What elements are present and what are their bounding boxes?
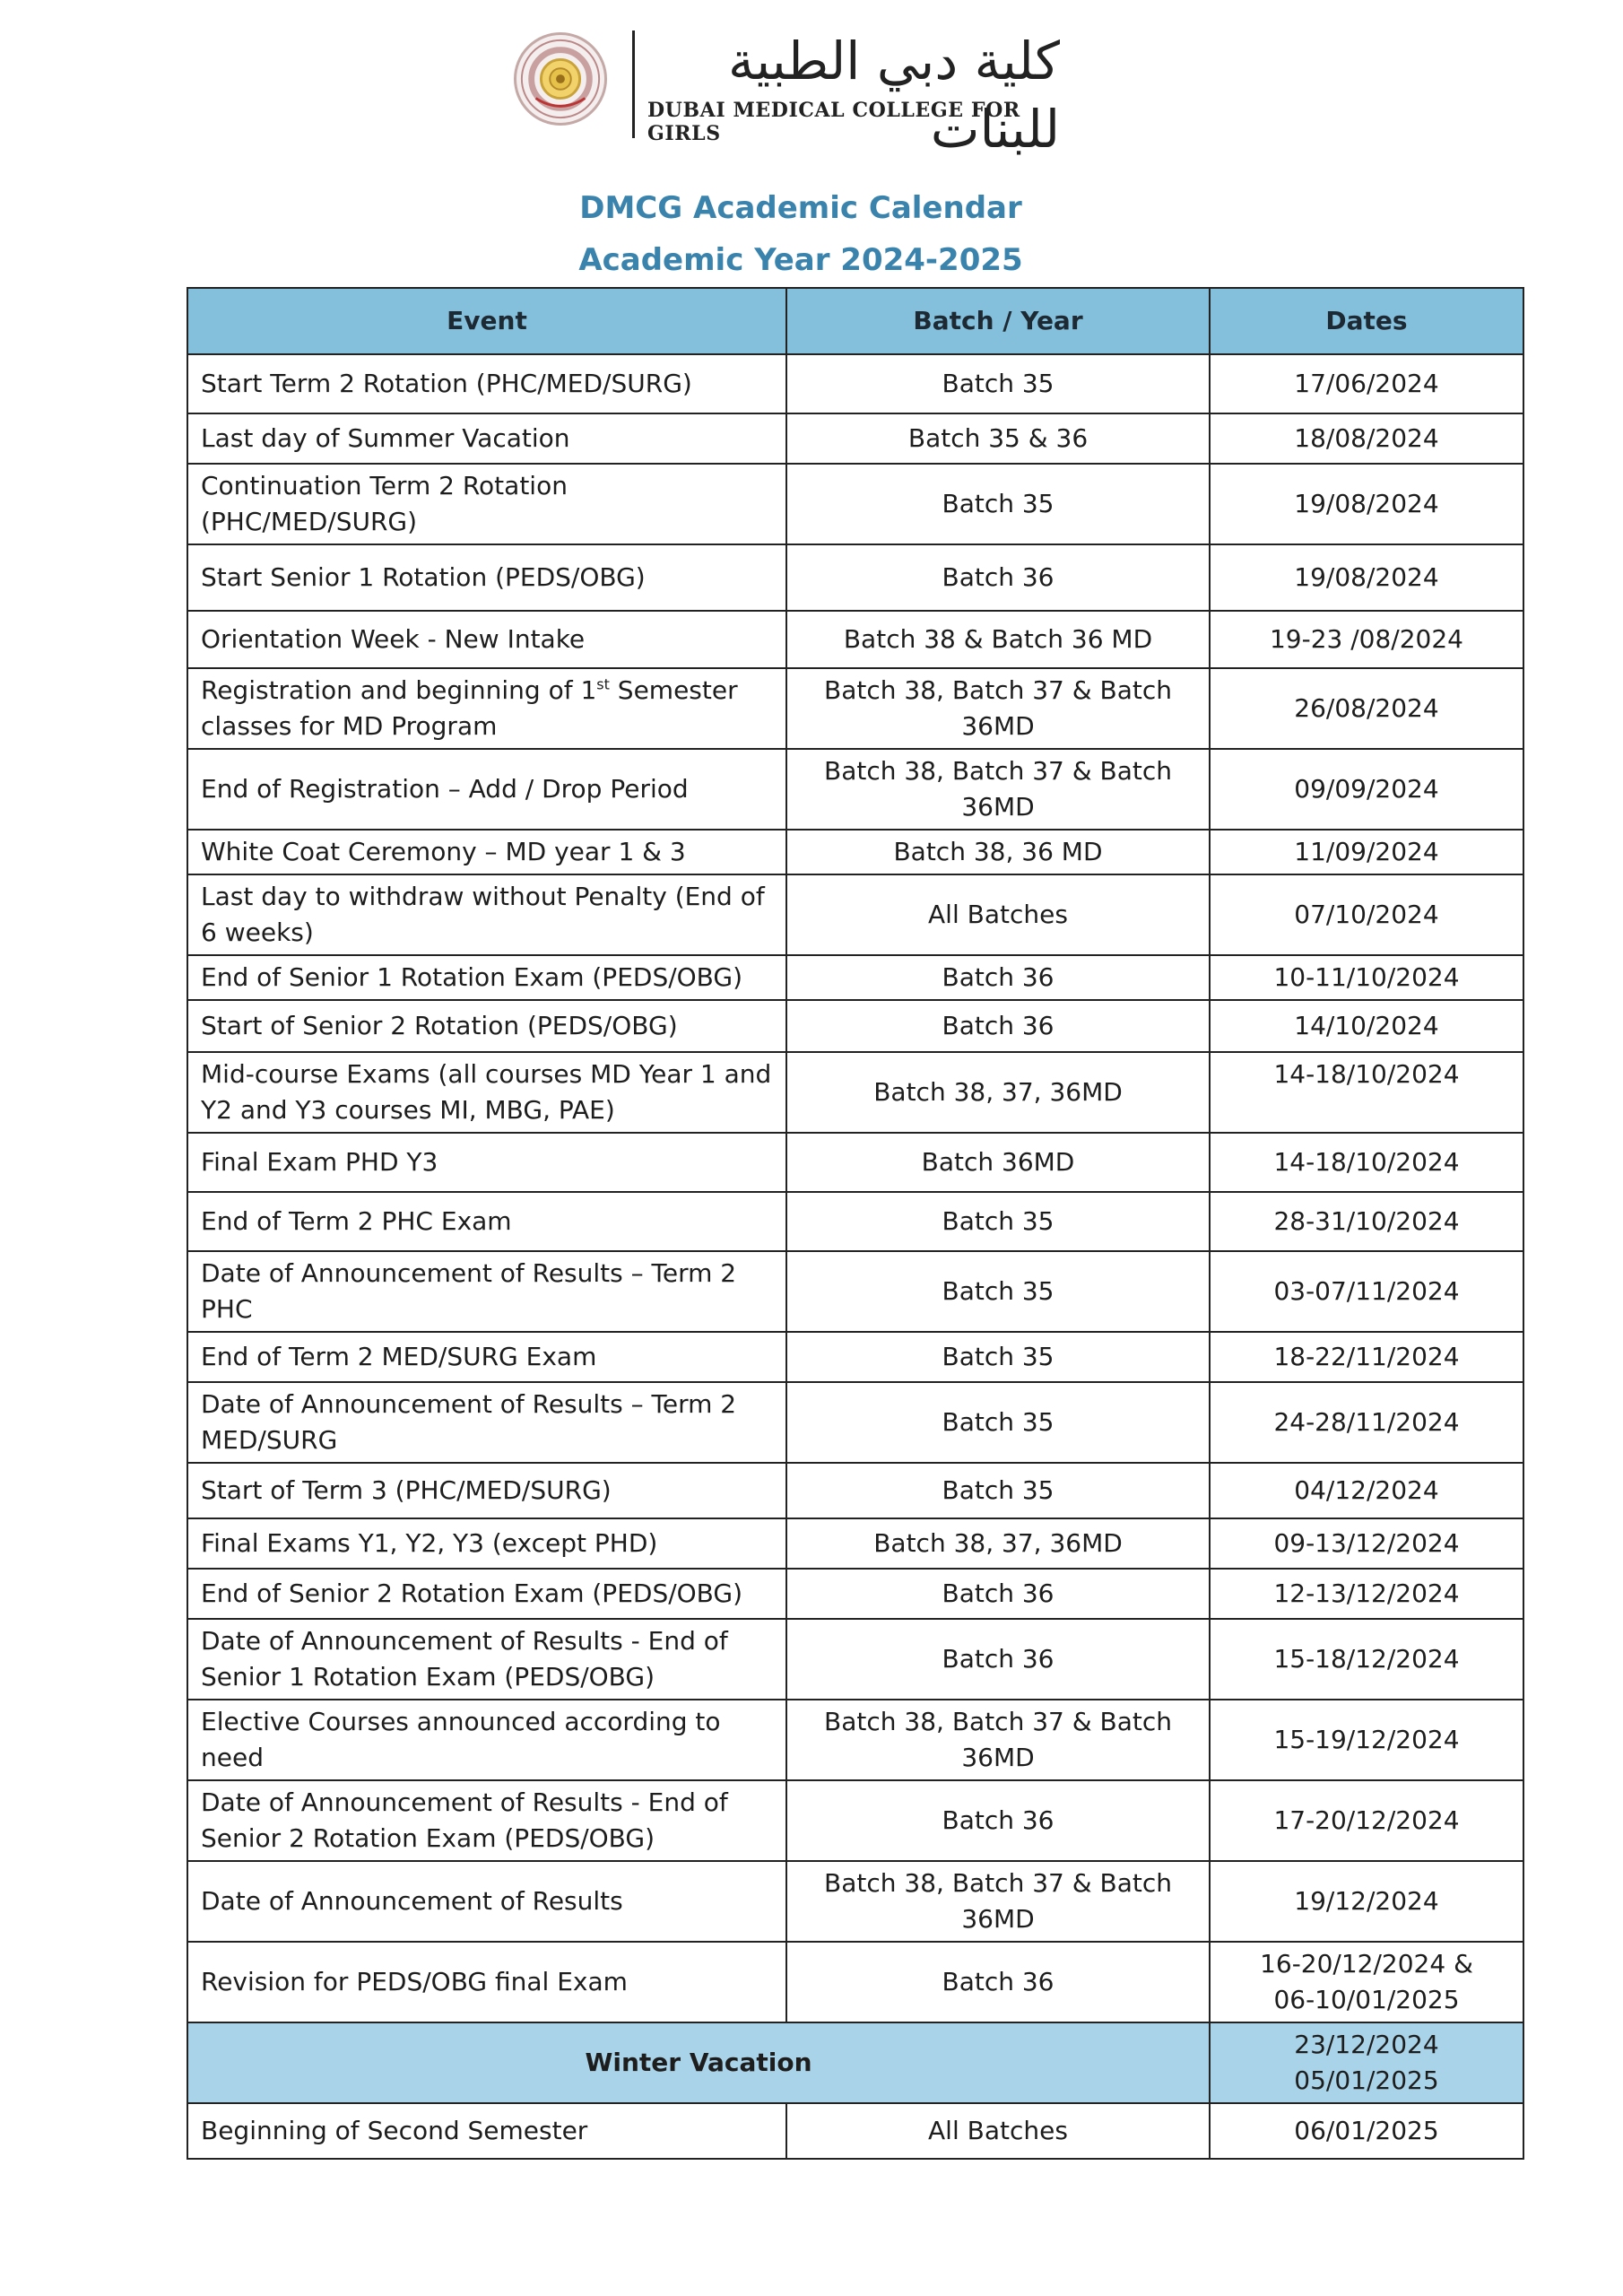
event-text-part: Registration and beginning of 1 <box>201 675 597 705</box>
event-cell: End of Senior 1 Rotation Exam (PEDS/OBG) <box>187 955 786 1000</box>
page-subtitle: Academic Year 2024-2025 <box>578 242 1023 278</box>
batch-cell: All Batches <box>786 2103 1210 2159</box>
dates-cell: 18/08/2024 <box>1210 413 1523 464</box>
batch-cell: Batch 35 <box>786 1192 1210 1251</box>
dates-cell: 24-28/11/2024 <box>1210 1382 1523 1463</box>
batch-cell: Batch 35 <box>786 1251 1210 1332</box>
dates-line: 16-20/12/2024 & <box>1260 1949 1473 1979</box>
batch-cell: Batch 35 <box>786 1463 1210 1518</box>
academic-calendar-table <box>187 287 1524 2160</box>
dates-line: 05/01/2025 <box>1294 2066 1439 2095</box>
event-cell: Date of Announcement of Results - End of Senior 2 Rotation Exam (PEDS/OBG) <box>187 1780 786 1861</box>
dates-cell: 14/10/2024 <box>1210 1000 1523 1052</box>
table-row <box>187 1619 1523 1700</box>
event-cell: End of Term 2 MED/SURG Exam <box>187 1332 786 1382</box>
batch-cell: Batch 36 <box>786 544 1210 611</box>
table-row <box>187 1133 1523 1192</box>
table-row <box>187 1332 1523 1382</box>
event-cell: Final Exam PHD Y3 <box>187 1133 786 1192</box>
dates-cell: 17-20/12/2024 <box>1210 1780 1523 1861</box>
dates-cell: 17/06/2024 <box>1210 354 1523 413</box>
batch-cell: Batch 36 <box>786 1780 1210 1861</box>
batch-cell: Batch 38, Batch 37 & Batch 36MD <box>786 1861 1210 1942</box>
event-cell: Date of Announcement of Results – Term 2 PHC <box>187 1251 786 1332</box>
table-row <box>187 1942 1523 2022</box>
table-row <box>187 464 1523 544</box>
table-row <box>187 1192 1523 1251</box>
dates-cell: 19/12/2024 <box>1210 1861 1523 1942</box>
college-name-arabic: كلية دبي الطبية للبنات <box>727 30 1060 160</box>
batch-cell: Batch 36MD <box>786 1133 1210 1192</box>
column-header-batch: Batch / Year <box>786 288 1210 354</box>
event-cell: Mid-course Exams (all courses MD Year 1 and Y2 and Y3 courses MI, MBG, PAE) <box>187 1052 786 1133</box>
event-cell: Orientation Week - New Intake <box>187 611 786 668</box>
dates-cell: 18-22/11/2024 <box>1210 1332 1523 1382</box>
event-cell: Start Term 2 Rotation (PHC/MED/SURG) <box>187 354 786 413</box>
table-row <box>187 611 1523 668</box>
dates-cell: 19-23 /08/2024 <box>1210 611 1523 668</box>
batch-cell: Batch 38 & Batch 36 MD <box>786 611 1210 668</box>
table-row <box>187 749 1523 830</box>
dates-cell: 06/01/2025 <box>1210 2103 1523 2159</box>
batch-cell: Batch 38, Batch 37 & Batch 36MD <box>786 749 1210 830</box>
batch-cell: Batch 38, Batch 37 & Batch 36MD <box>786 1700 1210 1780</box>
event-cell: End of Registration – Add / Drop Period <box>187 749 786 830</box>
event-cell: End of Senior 2 Rotation Exam (PEDS/OBG) <box>187 1569 786 1619</box>
table-row <box>187 1382 1523 1463</box>
dates-cell: 14-18/10/2024 <box>1210 1133 1523 1192</box>
event-cell: Elective Courses announced according to need <box>187 1700 786 1780</box>
dates-cell: 09-13/12/2024 <box>1210 1518 1523 1569</box>
batch-cell: All Batches <box>786 874 1210 955</box>
dates-cell: 10-11/10/2024 <box>1210 955 1523 1000</box>
dates-cell: 19/08/2024 <box>1210 464 1523 544</box>
dates-cell: 11/09/2024 <box>1210 830 1523 874</box>
event-cell: Last day to withdraw without Penalty (End of 6 weeks) <box>187 874 786 955</box>
table-row <box>187 354 1523 413</box>
batch-cell: Batch 36 <box>786 1569 1210 1619</box>
college-header <box>507 25 1081 160</box>
college-name-english: DUBAI MEDICAL COLLEGE FOR GIRLS <box>647 99 1020 145</box>
dates-cell: 04/12/2024 <box>1210 1463 1523 1518</box>
table-row <box>187 1518 1523 1569</box>
dates-cell: 03-07/11/2024 <box>1210 1251 1523 1332</box>
event-cell: Last day of Summer Vacation <box>187 413 786 464</box>
header-divider <box>632 30 635 138</box>
table-row <box>187 955 1523 1000</box>
batch-cell: Batch 38, Batch 37 & Batch 36MD <box>786 668 1210 749</box>
table-row <box>187 1569 1523 1619</box>
batch-cell: Batch 36 <box>786 955 1210 1000</box>
table-row <box>187 1000 1523 1052</box>
dates-cell: 07/10/2024 <box>1210 874 1523 955</box>
batch-cell: Batch 36 <box>786 1000 1210 1052</box>
table-row <box>187 413 1523 464</box>
dates-cell <box>1210 2022 1523 2103</box>
event-cell: Date of Announcement of Results <box>187 1861 786 1942</box>
table-row <box>187 1861 1523 1942</box>
event-cell: Continuation Term 2 Rotation (PHC/MED/SURG) <box>187 464 786 544</box>
table-row <box>187 1251 1523 1332</box>
table-row <box>187 1780 1523 1861</box>
batch-cell: Batch 38, 36 MD <box>786 830 1210 874</box>
page-title: DMCG Academic Calendar <box>579 190 1022 226</box>
batch-cell: Batch 35 <box>786 1382 1210 1463</box>
column-header-dates: Dates <box>1210 288 1523 354</box>
dates-cell: 15-19/12/2024 <box>1210 1700 1523 1780</box>
batch-cell: Batch 38, 37, 36MD <box>786 1052 1210 1133</box>
column-header-event: Event <box>187 288 786 354</box>
batch-cell: Batch 38, 37, 36MD <box>786 1518 1210 1569</box>
winter-vacation-label: Winter Vacation <box>187 2022 1210 2103</box>
event-cell: End of Term 2 PHC Exam <box>187 1192 786 1251</box>
table-header-row <box>187 288 1523 354</box>
dates-line: 23/12/2024 <box>1294 2030 1439 2059</box>
event-cell: Start of Senior 2 Rotation (PEDS/OBG) <box>187 1000 786 1052</box>
table-row <box>187 1700 1523 1780</box>
batch-cell: Batch 35 <box>786 1332 1210 1382</box>
batch-cell: Batch 36 <box>786 1619 1210 1700</box>
table-row <box>187 2103 1523 2159</box>
table-row <box>187 668 1523 749</box>
dates-cell <box>1210 1942 1523 2022</box>
event-cell: Final Exams Y1, Y2, Y3 (except PHD) <box>187 1518 786 1569</box>
event-cell: Start Senior 1 Rotation (PEDS/OBG) <box>187 544 786 611</box>
event-cell: Date of Announcement of Results – Term 2 MED/SURG <box>187 1382 786 1463</box>
dates-cell: 09/09/2024 <box>1210 749 1523 830</box>
table-row <box>187 544 1523 611</box>
batch-cell: Batch 35 <box>786 354 1210 413</box>
event-cell: Date of Announcement of Results - End of Senior 1 Rotation Exam (PEDS/OBG) <box>187 1619 786 1700</box>
table-row <box>187 1463 1523 1518</box>
event-cell: White Coat Ceremony – MD year 1 & 3 <box>187 830 786 874</box>
dates-line: 06-10/01/2025 <box>1273 1985 1460 2014</box>
event-cell: Start of Term 3 (PHC/MED/SURG) <box>187 1463 786 1518</box>
dates-cell: 15-18/12/2024 <box>1210 1619 1523 1700</box>
batch-cell: Batch 36 <box>786 1942 1210 2022</box>
college-seal-icon <box>514 32 607 126</box>
ordinal-superscript: st <box>596 675 610 693</box>
table-row <box>187 830 1523 874</box>
batch-cell: Batch 35 & 36 <box>786 413 1210 464</box>
winter-vacation-row <box>187 2022 1523 2103</box>
event-cell <box>187 668 786 749</box>
dates-cell: 19/08/2024 <box>1210 544 1523 611</box>
table-row <box>187 874 1523 955</box>
batch-cell: Batch 35 <box>786 464 1210 544</box>
dates-cell: 12-13/12/2024 <box>1210 1569 1523 1619</box>
dates-cell: 28-31/10/2024 <box>1210 1192 1523 1251</box>
event-cell: Revision for PEDS/OBG final Exam <box>187 1942 786 2022</box>
event-text-part: Semester classes for MD Program <box>201 675 738 741</box>
event-cell: Beginning of Second Semester <box>187 2103 786 2159</box>
dates-cell: 26/08/2024 <box>1210 668 1523 749</box>
table-row <box>187 1052 1523 1133</box>
dates-cell: 14-18/10/2024 <box>1210 1052 1523 1133</box>
